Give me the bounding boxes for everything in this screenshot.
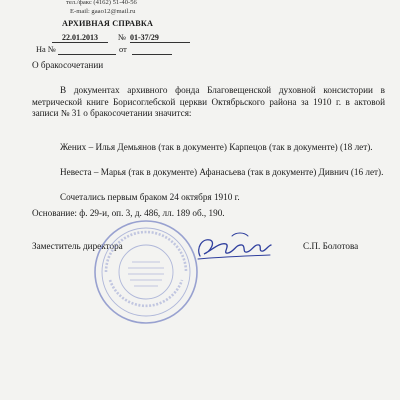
document-date: 22.01.2013: [52, 33, 108, 43]
handwritten-signature: [192, 226, 274, 266]
from-line: [132, 54, 172, 55]
official-seal-stamp: [92, 218, 200, 326]
on-number-label: На №: [36, 45, 56, 54]
main-paragraph: В документах архивного фонда Благовещенской духовной консистории в метрической книге Борисоглебской церкви Октябрьского района за 1910 г. в актовой записи № 31 о бракосочетании значится:: [32, 85, 385, 119]
signer-name: С.П. Болотова: [303, 241, 359, 251]
header-phone: тел./факс (4162) 51-40-56: [66, 0, 137, 6]
on-number-line: [58, 54, 116, 55]
signer-position: Заместитель директора: [32, 241, 123, 251]
document-title: АРХИВНАЯ СПРАВКА: [62, 19, 154, 28]
from-label: от: [119, 45, 127, 54]
marriage-date-line: Сочетались первым браком 24 октября 1910 г.: [60, 192, 240, 202]
number-label: №: [118, 33, 126, 42]
basis-line: Основание: ф. 29-и, оп. 3, д. 486, лл. 189 об., 190.: [32, 208, 225, 218]
bride-entry: Невеста – Марья (так в документе) Афанасьева (так в документе) Дивнич (16 лет).: [60, 167, 384, 177]
subject-line: О бракосочетании: [32, 60, 104, 70]
groom-entry: Жених – Илья Демьянов (так в документе) Карпецов (так в документе) (18 лет).: [60, 142, 373, 152]
document-number: 01-37/29: [130, 33, 190, 43]
header-email: E-mail: gaao12@mail.ru: [70, 8, 136, 15]
